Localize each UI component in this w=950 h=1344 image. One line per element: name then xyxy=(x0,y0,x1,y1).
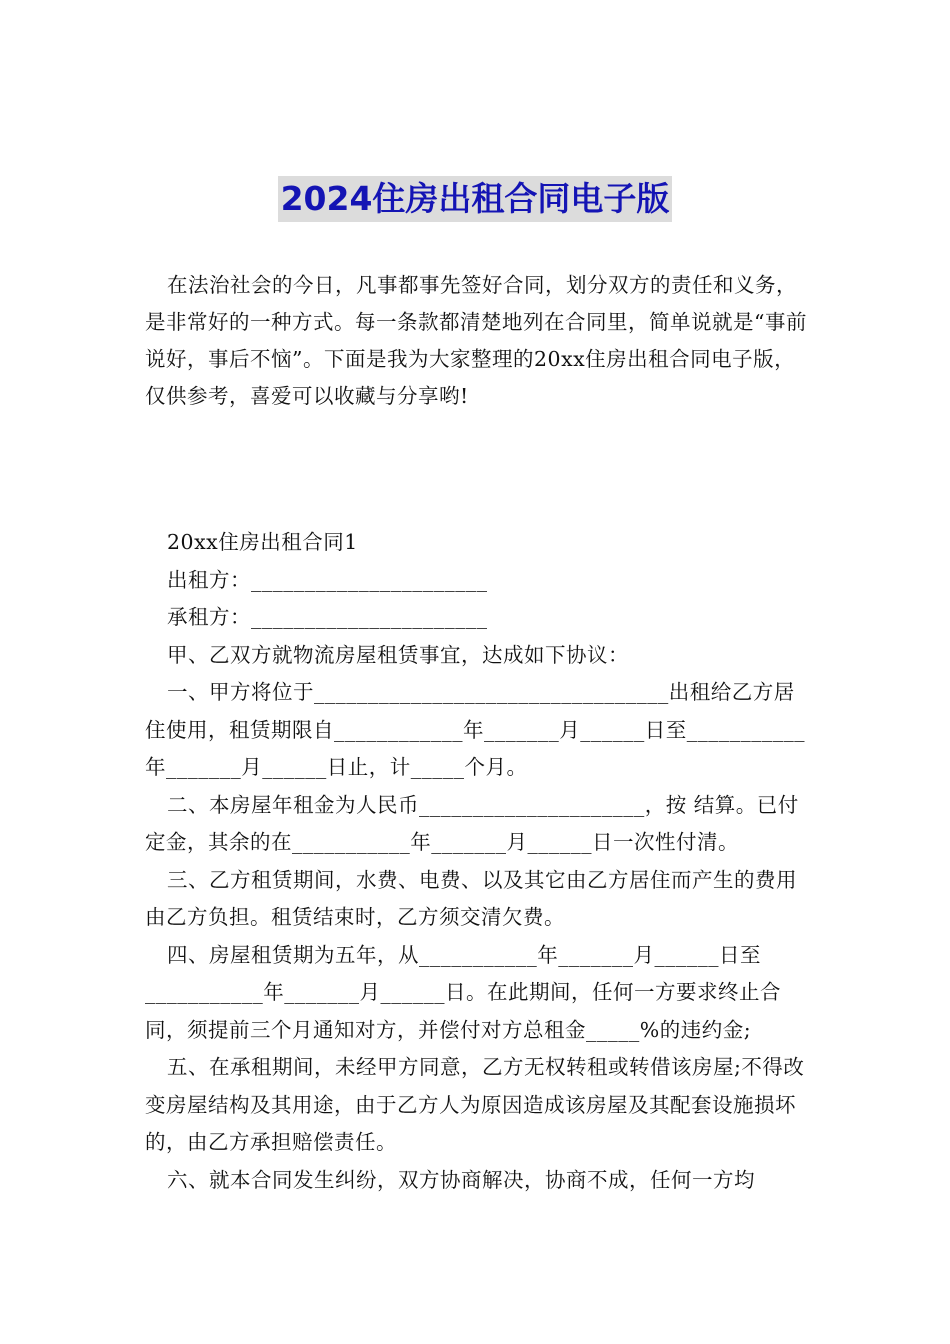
document-title: 2024住房出租合同电子版 xyxy=(278,176,673,222)
contract-heading: 20xx住房出租合同1 xyxy=(167,530,358,554)
contract-section xyxy=(145,524,807,1199)
intro-paragraph: 在法治社会的今日，凡事都事先签好合同，划分双方的责任和义务，是非常好的一种方式。每一条款都清楚地列在合同里，简单说就是“事前说好，事后不恼”。下面是我为大家整理的20xx住房出租合同电子版，仅供参考，喜爱可以收藏与分享哟! xyxy=(145,273,807,408)
clause-2: 二、本房屋年租金为人民币_____________________，按 结算。已付定金，其余的在___________年_______月______日一次性付清。 xyxy=(145,792,799,854)
lessee-line: 承租方：______________________ xyxy=(167,605,488,629)
clause-3: 三、乙方租赁期间，水费、电费、以及其它由乙方居住而产生的费用由乙方负担。租赁结束时，乙方须交清欠费。 xyxy=(145,867,797,929)
clause-4: 四、房屋租赁期为五年，从___________年_______月______日至___________年_______月______日。在此期间，任何一方要求终止合同，须提前三个月通知对方，并偿付对方总租金_____%的违约金; xyxy=(145,942,781,1042)
intro-section xyxy=(145,267,807,415)
agreement-line: 甲、乙双方就物流房屋租赁事宜，达成如下协议： xyxy=(167,642,629,667)
lessor-line: 出租方：______________________ xyxy=(167,567,488,592)
clause-6: 六、就本合同发生纠纷，双方协商解决，协商不成，任何一方均 xyxy=(167,1167,755,1192)
clause-1: 一、甲方将位于_________________________________出租给乙方居住使用，租赁期限自____________年_______月______日至___________年_______月______日止，计_____个月。 xyxy=(145,680,805,779)
clause-5: 五、在承租期间，未经甲方同意，乙方无权转租或转借该房屋;不得改变房屋结构及其用途，由于乙方人为原因造成该房屋及其配套设施损坏的，由乙方承担赔偿责任。 xyxy=(145,1055,805,1154)
title-container xyxy=(0,176,950,222)
